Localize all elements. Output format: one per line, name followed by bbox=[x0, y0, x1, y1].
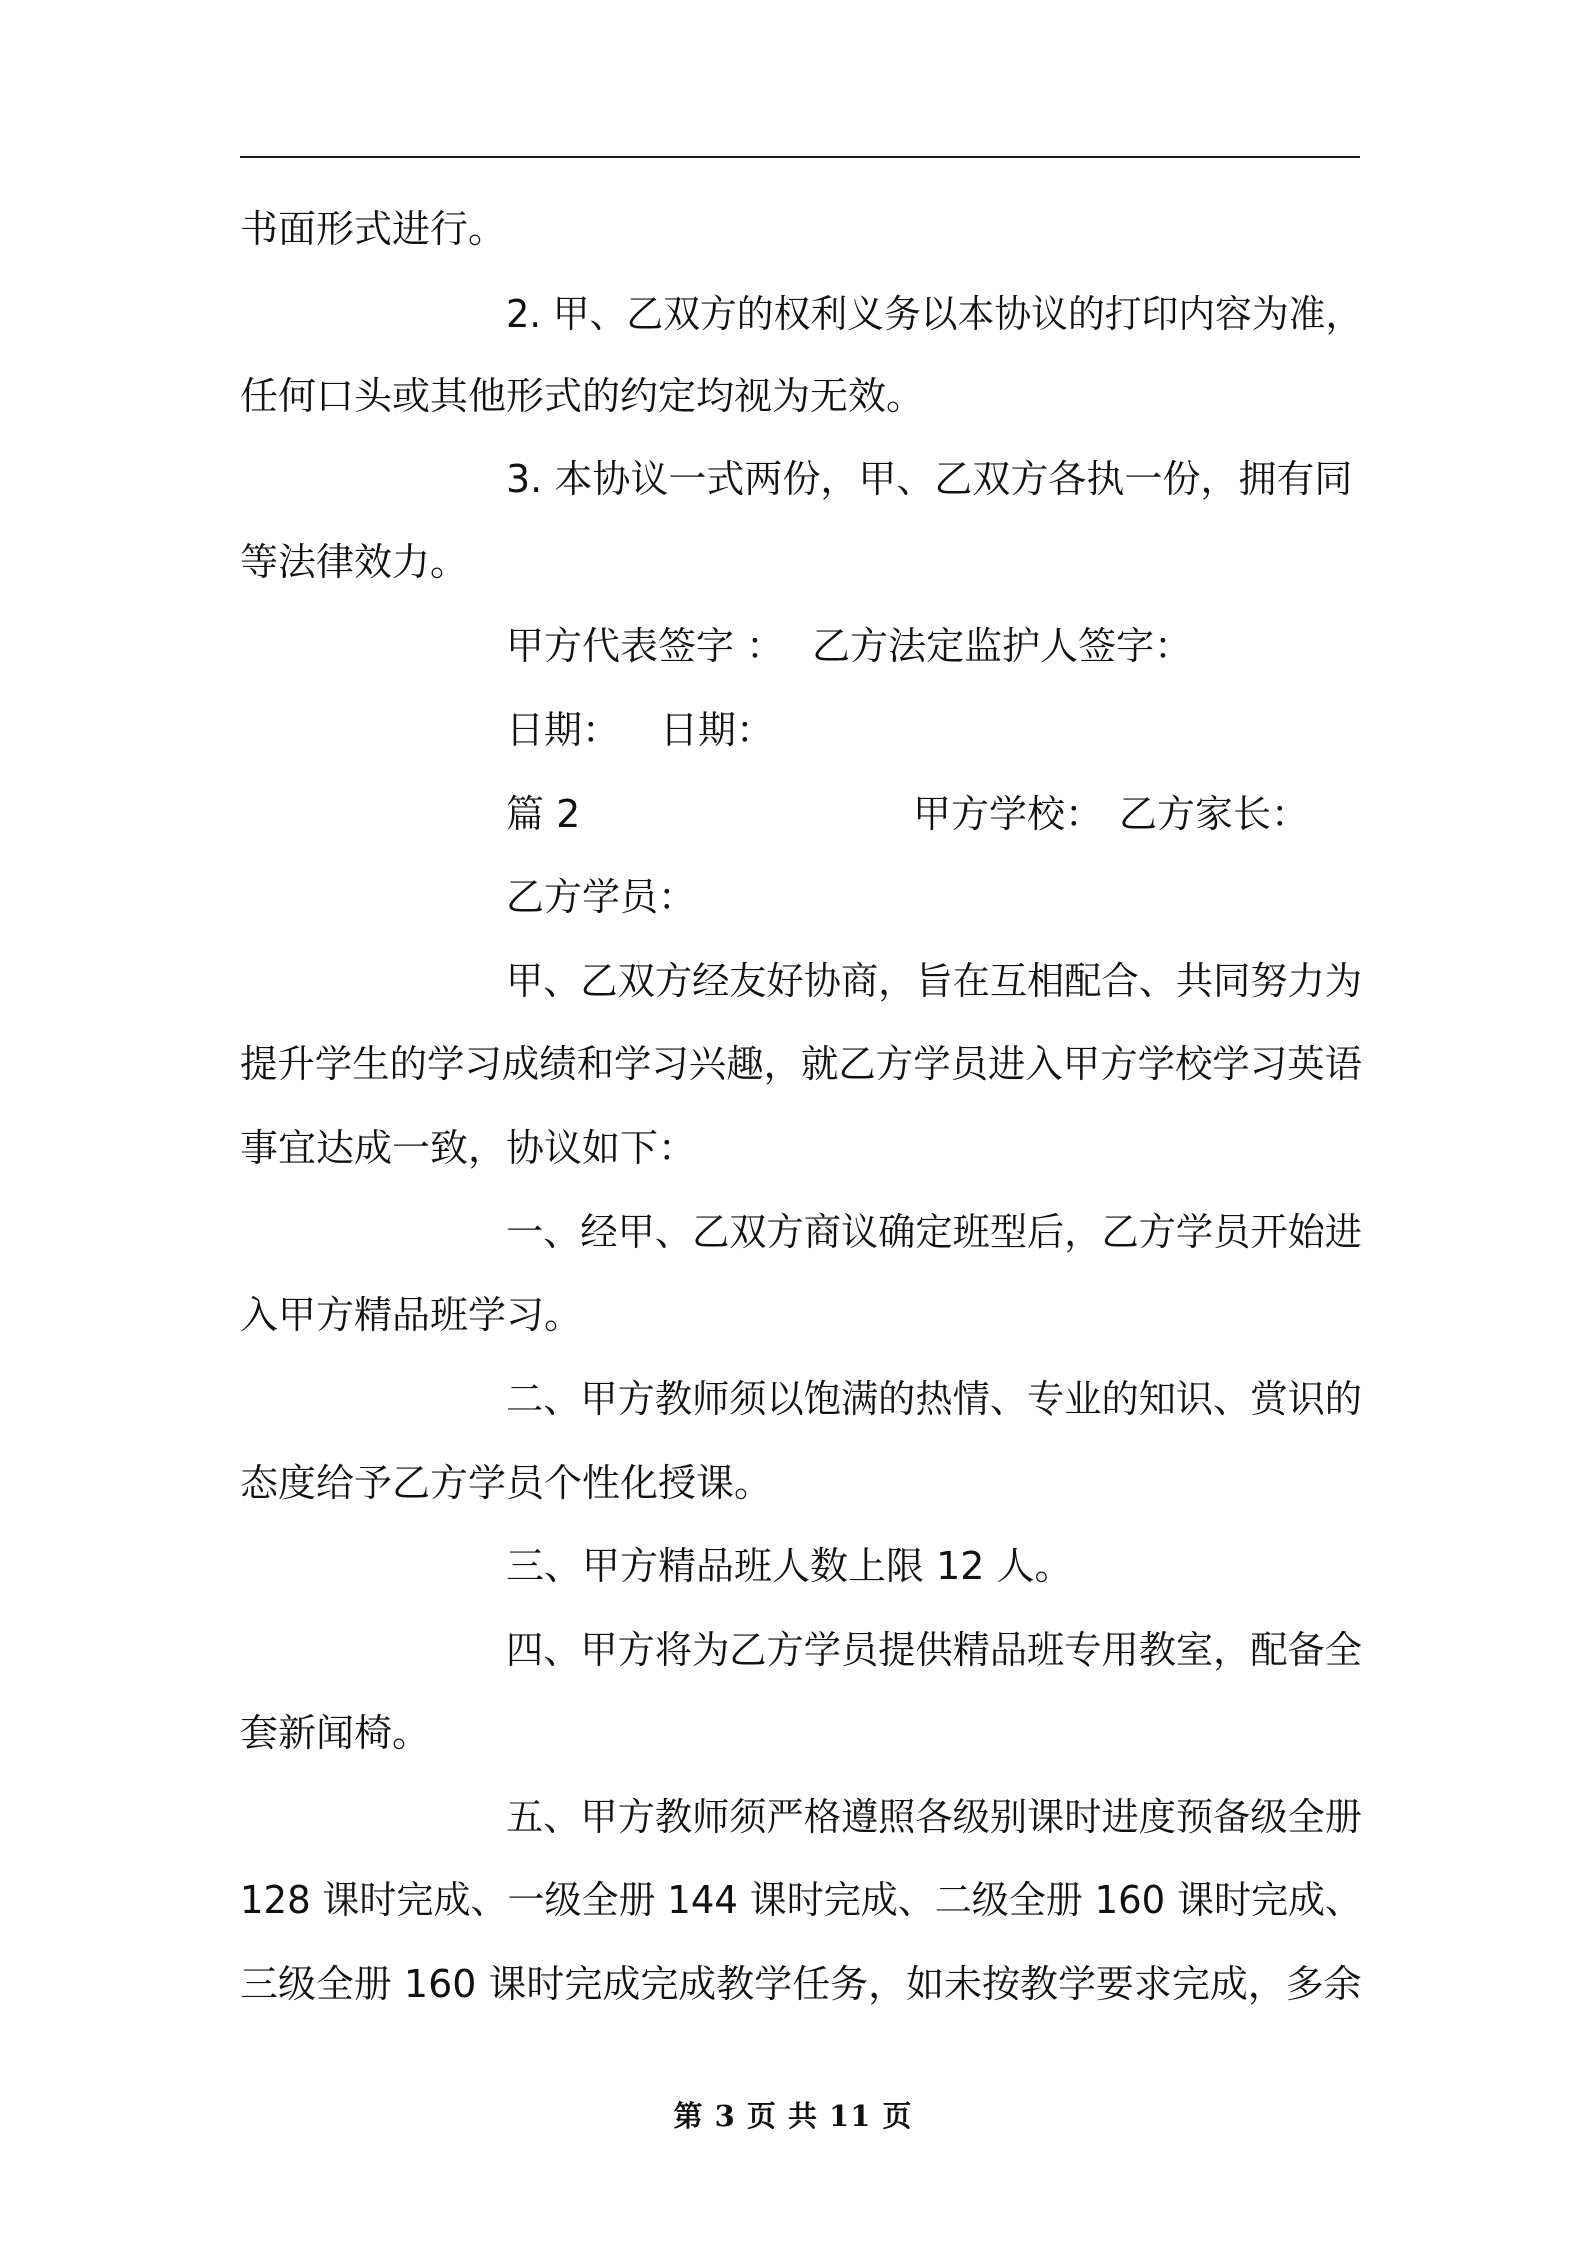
page-number-footer: 第 3 页 共 11 页 bbox=[673, 2099, 913, 2133]
paragraph-line: 态度给予乙方学员个性化授课。 bbox=[240, 1461, 773, 1505]
paragraph-line: 四、甲方将为乙方学员提供精品班专用教室，配备全 bbox=[506, 1628, 1363, 1672]
paragraph-line: 入甲方精品班学习。 bbox=[240, 1293, 583, 1337]
paragraph-line: 等法律效力。 bbox=[240, 540, 469, 584]
date-label-b: 日期： bbox=[660, 708, 775, 752]
signature-row bbox=[506, 622, 1192, 670]
paragraph-line: 书面形式进行。 bbox=[240, 207, 507, 251]
paragraph-line: 甲、乙双方经友好协商，旨在互相配合、共同努力为 bbox=[506, 959, 1363, 1003]
paragraph-line: 套新闻椅。 bbox=[240, 1711, 431, 1755]
paragraph-line: 五、甲方教师须严格遵照各级别课时进度预备级全册 bbox=[506, 1795, 1363, 1839]
party-student-label: 乙方学员： bbox=[506, 875, 697, 919]
paragraph-line: 三、甲方精品班人数上限 12 人。 bbox=[506, 1544, 1073, 1588]
paragraph-line: 二、甲方教师须以饱满的热情、专业的知识、赏识的 bbox=[506, 1377, 1363, 1421]
section-title: 篇 2 bbox=[506, 792, 581, 836]
party-a-signature-label: 甲方代表签字 ： bbox=[506, 624, 785, 668]
paragraph-line: 三级全册 160 课时完成完成教学任务，如未按教学要求完成，多余 bbox=[240, 1962, 1362, 2006]
party-b-signature-label: 乙方法定监护人签字： bbox=[812, 624, 1193, 668]
paragraph-line: 一、经甲、乙双方商议确定班型后，乙方学员开始进 bbox=[506, 1210, 1363, 1254]
header-rule bbox=[240, 156, 1360, 158]
party-school-label: 甲方学校： bbox=[913, 792, 1104, 836]
party-parent-label: 乙方家长： bbox=[1119, 792, 1310, 836]
paragraph-line: 128 课时完成、一级全册 144 课时完成、二级全册 160 课时完成、 bbox=[240, 1878, 1363, 1922]
paragraph-line: 2. 甲、乙双方的权利义务以本协议的打印内容为准， bbox=[506, 292, 1363, 336]
date-label-a: 日期： bbox=[506, 708, 621, 752]
paragraph-line: 任何口头或其他形式的约定均视为无效。 bbox=[240, 374, 925, 418]
paragraph-line: 3. 本协议一式两份，甲、乙双方各执一份，拥有同 bbox=[506, 457, 1353, 501]
paragraph-line: 事宜达成一致，协议如下： bbox=[240, 1126, 697, 1170]
paragraph-line: 提升学生的学习成绩和学习兴趣，就乙方学员进入甲方学校学习英语 bbox=[240, 1042, 1363, 1086]
date-row bbox=[506, 706, 774, 754]
